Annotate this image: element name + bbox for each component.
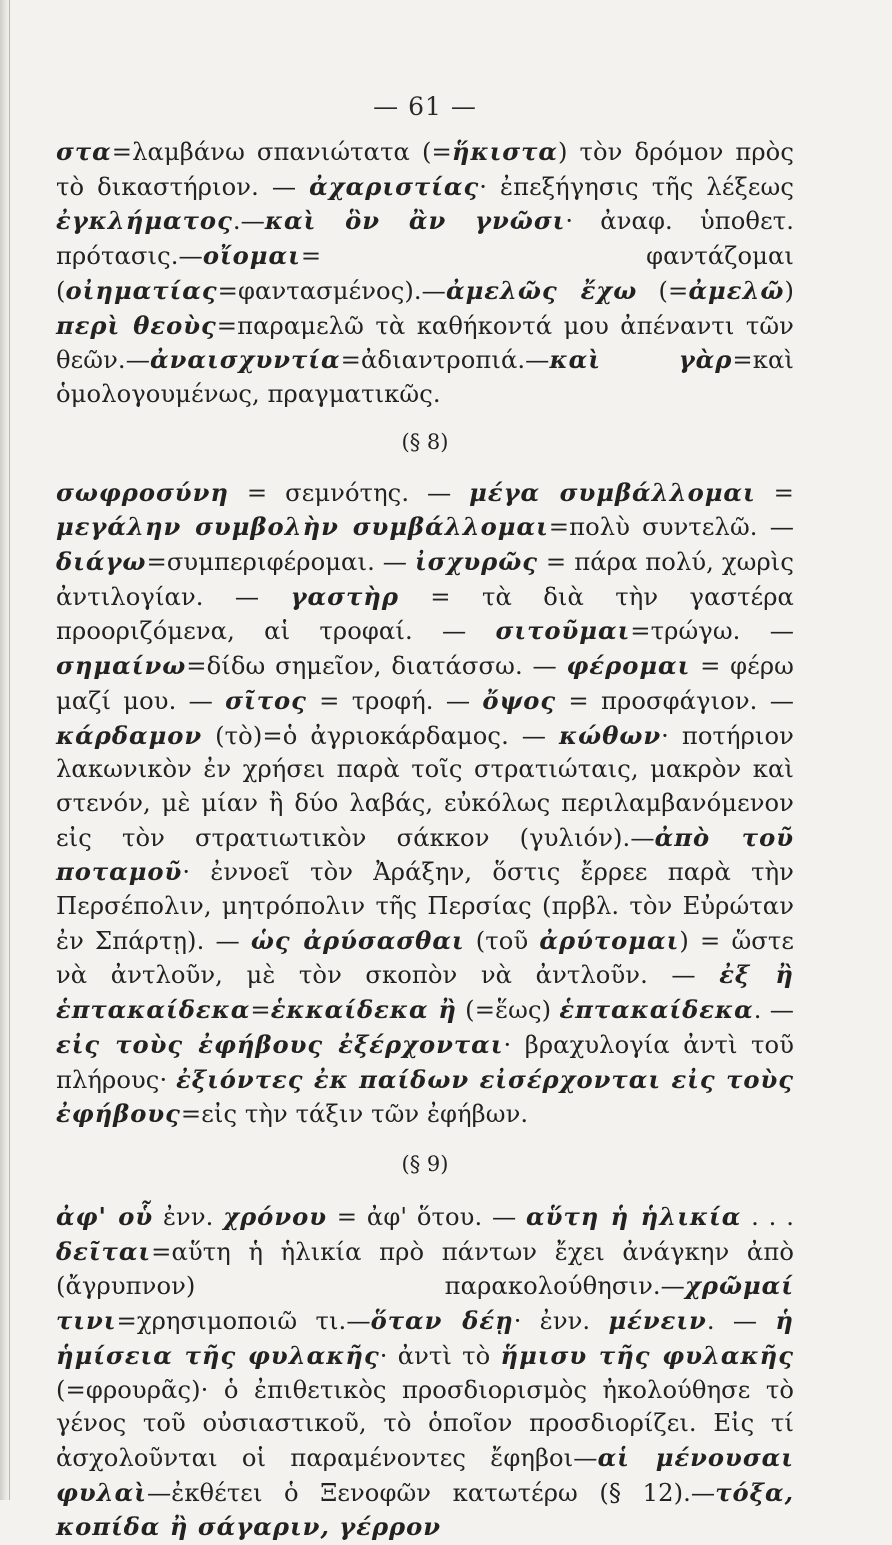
lemma-term: εἰς τοὺς ἐφήβους ἐξέρχονται: [56, 1029, 504, 1059]
lemma-term: κάρδαμον: [56, 720, 203, 750]
paragraph-intro: [56, 135, 794, 412]
gloss-text: (τὸ)=ὁ ἀγριοκάρδαμος. —: [202, 721, 560, 750]
lemma-term: ἀμελῶς ἔχω: [445, 275, 638, 305]
gloss-text: (=ἕως): [456, 996, 560, 1025]
gloss-text: · ποτήριον λακωνικὸν ἐν χρήσει παρὰ τοῖς στρατιώταις, μακρὸν καὶ στενόν, μὲ μίαν ἢ δύο λαβάς, εὐκόλως περιλαμβανόμενον εἰς τὸν στρατιωτικὸν σάκκον (γυλιόν).—: [56, 721, 794, 852]
gloss-text: =λαμβάνω σπανιώτατα (=: [111, 138, 452, 166]
gloss-text: = πάρα πολύ, χωρὶς ἀντιλογίαν. —: [56, 548, 794, 611]
gloss-text: ἐνν.: [153, 1202, 224, 1231]
gloss-text: . —: [753, 996, 794, 1025]
lemma-term: σιτοῦμαι: [495, 616, 631, 646]
gloss-text: (=φρουρᾶς)· ὁ ἐπιθετικὸς προσδιορισμὸς ἠκολούθησε τὸ γένος τοῦ οὐσιαστικοῦ, τὸ ὁποῖον προσδιορίζει. Εἰς τί ἀσχολοῦνται οἱ παραμένοντες ἔφηβοι—: [56, 1375, 794, 1472]
lemma-term: ἀπὸ τοῦ ποταμοῦ: [56, 822, 794, 887]
gloss-text: . —: [706, 1307, 776, 1336]
lemma-term: ἀχαριστίας: [309, 171, 480, 201]
gloss-text: =: [250, 996, 271, 1025]
lemma-term: τόξα, κοπίδα ἢ σάγαριν, γέρρον: [56, 1477, 794, 1542]
gloss-text: = ἀφ' ὅτου. —: [327, 1202, 527, 1231]
lemma-term: κώθων: [559, 720, 662, 750]
gloss-text: · ἐπεξήγησις τῆς λέξεως: [479, 172, 794, 201]
lemma-term: σῖτος: [225, 685, 307, 715]
lemma-term: ὡς ἀρύσασθαι: [250, 925, 465, 955]
gloss-text: = φαντάζομαι (: [56, 242, 794, 305]
gloss-text: =συμπεριφέρομαι. —: [146, 548, 415, 577]
lemma-term: αὕτη ἡ ἡλικία: [526, 1201, 742, 1231]
lemma-term: ἀναισχυντία: [150, 345, 341, 375]
gloss-text: =αὕτη ἡ ἡλικία πρὸ πάντων ἔχει ἀνάγκην ἀπὸ (ἄγρυπνον) παρακολούθησιν.—: [56, 1237, 794, 1301]
gloss-text: =: [755, 478, 794, 507]
gloss-text: .—: [232, 207, 265, 236]
gloss-text: =εἰς τὴν τάξιν τῶν ἐφήβων.: [180, 1100, 529, 1129]
lemma-term: ἥμισυ τῆς φυλακῆς: [500, 1340, 794, 1370]
lemma-term: χρόνου: [223, 1201, 328, 1231]
gloss-text: = τροφή. —: [306, 686, 483, 715]
gloss-text: = φέρω μαζί μου. —: [56, 652, 794, 715]
lemma-term: ἐξ ἢ ἑπτακαίδεκα: [56, 960, 794, 1025]
lemma-term: μένειν: [608, 1306, 707, 1336]
lemma-term: ἀφ' οὗ: [56, 1201, 154, 1231]
lemma-term: ἑπτακαίδεκα: [559, 995, 754, 1025]
lemma-term: ἐγκλήματος: [56, 206, 233, 236]
page-number: — 61 —: [373, 92, 477, 121]
gloss-text: · ἀντὶ τὸ: [379, 1341, 501, 1370]
lemma-term: ὄψος: [482, 685, 557, 715]
lemma-term: ἐξιόντες ἐκ παίδων εἰσέρχονται εἰς τοὺς ἐφήβους: [56, 1064, 794, 1129]
lemma-term: χρῶμαί τινι: [56, 1271, 794, 1336]
page-edge-line: [9, 0, 10, 1500]
gloss-text: · ἀναφ. ὑποθετ. πρότασις.—: [56, 207, 794, 271]
gloss-text: ) = ὥστε νὰ ἀντλοῦν, μὲ τὸν σκοπὸν νὰ ἀντλοῦν. —: [56, 926, 795, 990]
lemma-term: ἑκκαίδεκα ἢ: [270, 995, 457, 1025]
lemma-term: περὶ θεοὺς: [56, 310, 217, 340]
lemma-term: μεγάλην συμβολὴν συμβάλλομαι: [56, 512, 549, 542]
lemma-term: καὶ γὰρ: [549, 345, 733, 375]
lemma-term: ἰσχυρῶς: [414, 547, 539, 577]
gloss-text: . . .: [741, 1202, 794, 1231]
gloss-text: =φαντασμένος).—: [217, 276, 446, 305]
section-heading-8: (§ 8): [401, 429, 449, 454]
gloss-text: ) τὸν δρόμον πρὸς τὸ δικαστήριον. —: [56, 138, 794, 201]
gloss-text: =πολὺ συντελῶ. —: [548, 513, 794, 542]
paragraph-section-8: [56, 476, 794, 1132]
gloss-text: =παραμελῶ τὰ καθήκοντά μου ἀπέναντι τῶν θεῶν.—: [56, 311, 794, 375]
lemma-term: δεῖται: [56, 1236, 152, 1266]
gloss-text: = τὰ διὰ τὴν γαστέρα προοριζόμενα, αἱ τροφαί. —: [56, 582, 794, 646]
lemma-term: αἱ μένουσαι φυλαὶ: [56, 1442, 794, 1507]
gloss-text: =χρησιμοποιῶ τι.—: [116, 1307, 371, 1336]
gloss-text: = προσφάγιον. —: [556, 686, 794, 715]
gloss-text: =καὶ ὁμολογουμένως, πραγματικῶς.: [56, 346, 794, 408]
gloss-text: · βραχυλογία ἀντὶ τοῦ πλήρους·: [56, 1030, 794, 1094]
lemma-term: οἴομαι: [202, 241, 301, 271]
lemma-term: καὶ ὃν ἂν γνῶσι: [264, 206, 566, 236]
lemma-term: διάγω: [56, 547, 147, 577]
gloss-text: ): [784, 276, 794, 305]
paragraph-section-9: [56, 1200, 794, 1545]
lemma-term: ἥκιστα: [451, 137, 559, 166]
lemma-term: σημαίνω: [56, 651, 187, 681]
gloss-text: · ἐννοεῖ τὸν Ἀράξην, ὅστις ἔρρεε παρὰ τὴν Περσέπολιν, μητρόπολιν τῆς Περσίας (πρβλ. τὸν Εὐρώταν ἐν Σπάρτῃ). —: [56, 858, 794, 955]
lemma-term: σωφροσύνη: [56, 477, 229, 507]
gloss-text: · ἐνν.: [513, 1307, 609, 1336]
gloss-text: =τρώγω. —: [630, 617, 795, 646]
gloss-text: (τοῦ: [464, 926, 540, 955]
lemma-term: στα: [56, 137, 112, 166]
lemma-term: ὅταν δέῃ: [370, 1306, 514, 1336]
gloss-text: =ἀδιαντροπιά.—: [340, 346, 550, 375]
lemma-term: ἡ ἡμίσεια τῆς φυλακῆς: [56, 1306, 794, 1370]
gloss-text: =δίδω σημεῖον, διατάσσω. —: [186, 652, 567, 681]
lemma-term: ἀρύτομαι: [539, 925, 680, 955]
section-heading-9: (§ 9): [401, 1151, 449, 1176]
gloss-text: —ἐκθέτει ὁ Ξενοφῶν κατωτέρω (§ 12).—: [146, 1478, 716, 1507]
lemma-term: μέγα συμβάλλομαι: [469, 477, 756, 507]
lemma-term: φέρομαι: [566, 651, 691, 681]
lemma-term: γαστὴρ: [290, 581, 399, 611]
gloss-text: (=: [637, 276, 689, 305]
lemma-term: οἰηματίας: [65, 275, 218, 305]
book-page: [56, 92, 794, 1545]
lemma-term: ἀμελῶ: [688, 275, 785, 305]
gloss-text: = σεμνότης. —: [228, 478, 470, 507]
